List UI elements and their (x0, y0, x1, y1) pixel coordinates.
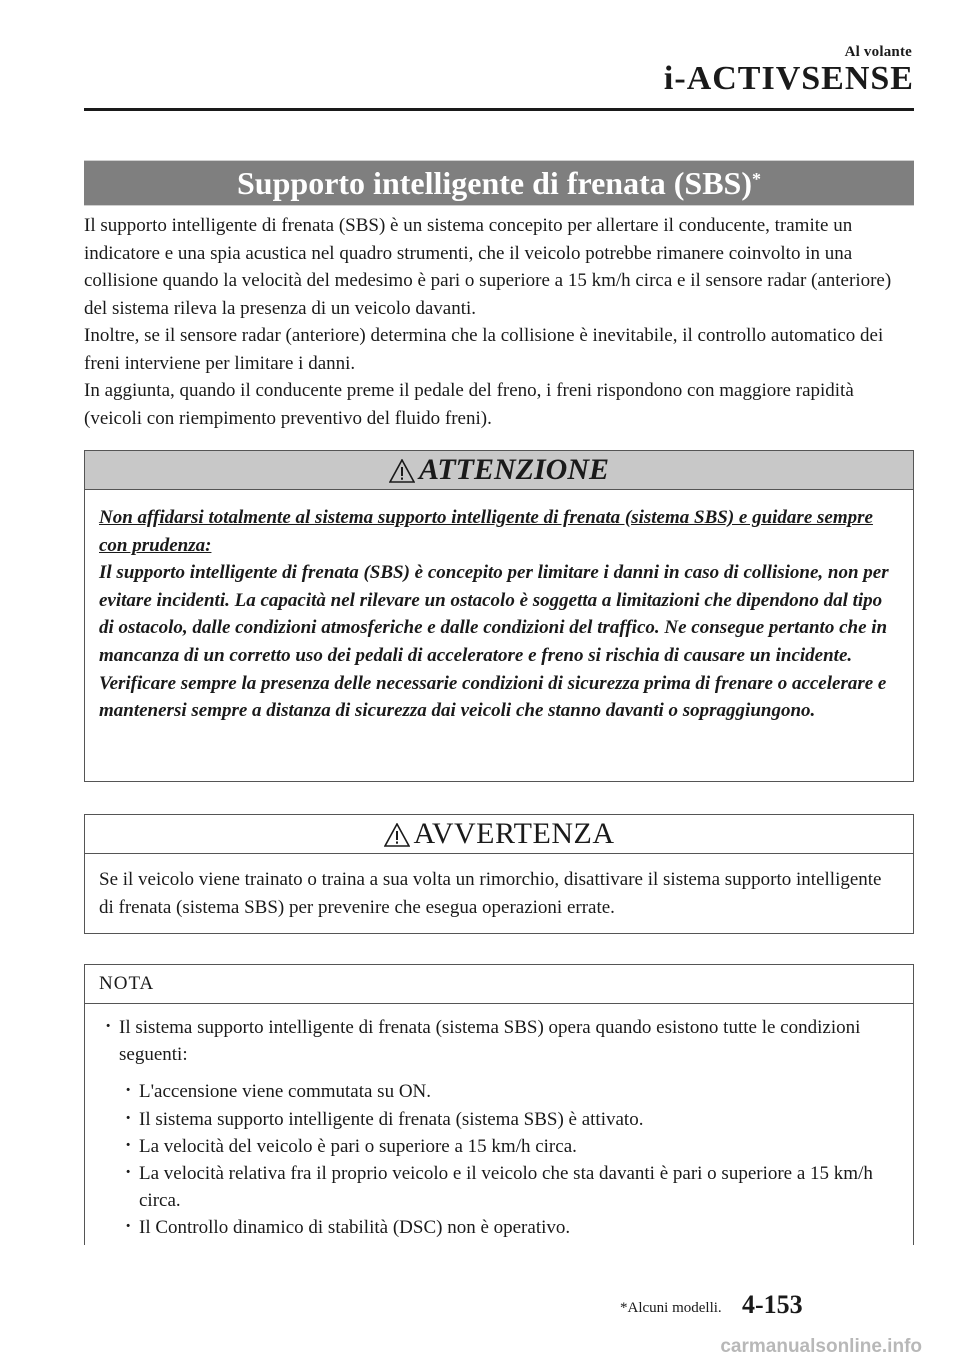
note-body (85, 1004, 913, 1242)
warning-box (84, 814, 914, 934)
watermark: carmanualsonline.info (720, 1336, 922, 1357)
header-rule (84, 108, 914, 111)
intro-paragraph: Il supporto intelligente di frenata (SBS) è un sistema concepito per allertare il conducente, tramite un indicatore e una spia acustica nel quadro strumenti, che il veicolo potrebbe rimanere coinvolto in una collisione quando la velocità del medesimo è pari o superiore a 15 km/h circa e il sensore radar (anteriore) del sistema rileva la presenza di un veicolo davanti. (84, 215, 892, 319)
note-header: NOTA (85, 965, 913, 1004)
list-item: · La velocità del veicolo è pari o superiore a 15 km/h circa. (119, 1133, 899, 1160)
list-item: · La velocità relativa fra il proprio veicolo e il veicolo che sta davanti è pari o superiore a 15 km/h circa. (119, 1160, 899, 1214)
intro-paragraph: In aggiunta, quando il conducente preme il pedale del freno, i freni rispondono con maggiore rapidità (veicoli con riempimento preventivo del fluido freni). (84, 380, 854, 429)
note-box (84, 964, 914, 1245)
note-conditions-list (99, 1078, 899, 1241)
warning-header (85, 815, 913, 854)
attention-body (85, 490, 913, 739)
footnote: *Alcuni modelli. (620, 1300, 722, 1316)
intro-paragraph: Inoltre, se il sensore radar (anteriore) determina che la collisione è inevitabile, il controllo automatico dei freni interviene per limitare i danni. (84, 325, 884, 374)
warning-triangle-icon (389, 459, 415, 483)
warning-label: AVVERTENZA (413, 817, 615, 850)
section-title-bar (84, 160, 914, 206)
page-number: 4-153 (742, 1290, 803, 1319)
list-item: · L'accensione viene commutata su ON. (119, 1078, 899, 1105)
title-asterisk: * (752, 168, 761, 189)
attention-label: ATTENZIONE (418, 453, 610, 486)
section-title: Supporto intelligente di frenata (SBS) (237, 164, 752, 201)
note-main-item: · Il sistema supporto intelligente di frenata (sistema SBS) opera quando esistono tutte le condizioni seguenti: (99, 1014, 899, 1068)
list-item: · Il sistema supporto intelligente di frenata (sistema SBS) è attivato. (119, 1106, 899, 1133)
attention-text: Il supporto intelligente di frenata (SBS) è concepito per limitare i danni in caso di collisione, non per evitare incidenti. La capacità nel rilevare un ostacolo è soggetta a limitazioni che dipendono dal tipo di ostacolo, dalle condizioni atmosferiche e dalle condizioni del traffico. Ne consegue pertanto che in mancanza di un corretto uso dei pedali di acceleratore e freno si rischia di causare un incidente. Verificare sempre la presenza delle necessarie condizioni di sicurezza prima di frenare o accelerare e mantenersi sempre a distanza di sicurezza dai veicoli che stanno davanti o sopraggiungono. (99, 562, 889, 722)
list-item: · Il Controllo dinamico di stabilità (DSC) non è operativo. (119, 1214, 899, 1241)
warning-triangle-icon (384, 823, 410, 847)
header-section: i-ACTIVSENSE (663, 60, 914, 97)
header-chapter: Al volante (844, 44, 912, 60)
attention-lead: Non affidarsi totalmente al sistema supporto intelligente di frenata (sistema SBS) e guidare sempre con prudenza: (99, 507, 873, 556)
attention-header (85, 451, 913, 490)
intro-text (84, 212, 914, 432)
warning-body: Se il veicolo viene trainato o traina a sua volta un rimorchio, disattivare il sistema supporto intelligente di frenata (sistema SBS) per prevenire che esegua operazioni errate. (99, 869, 882, 918)
attention-box (84, 450, 914, 782)
